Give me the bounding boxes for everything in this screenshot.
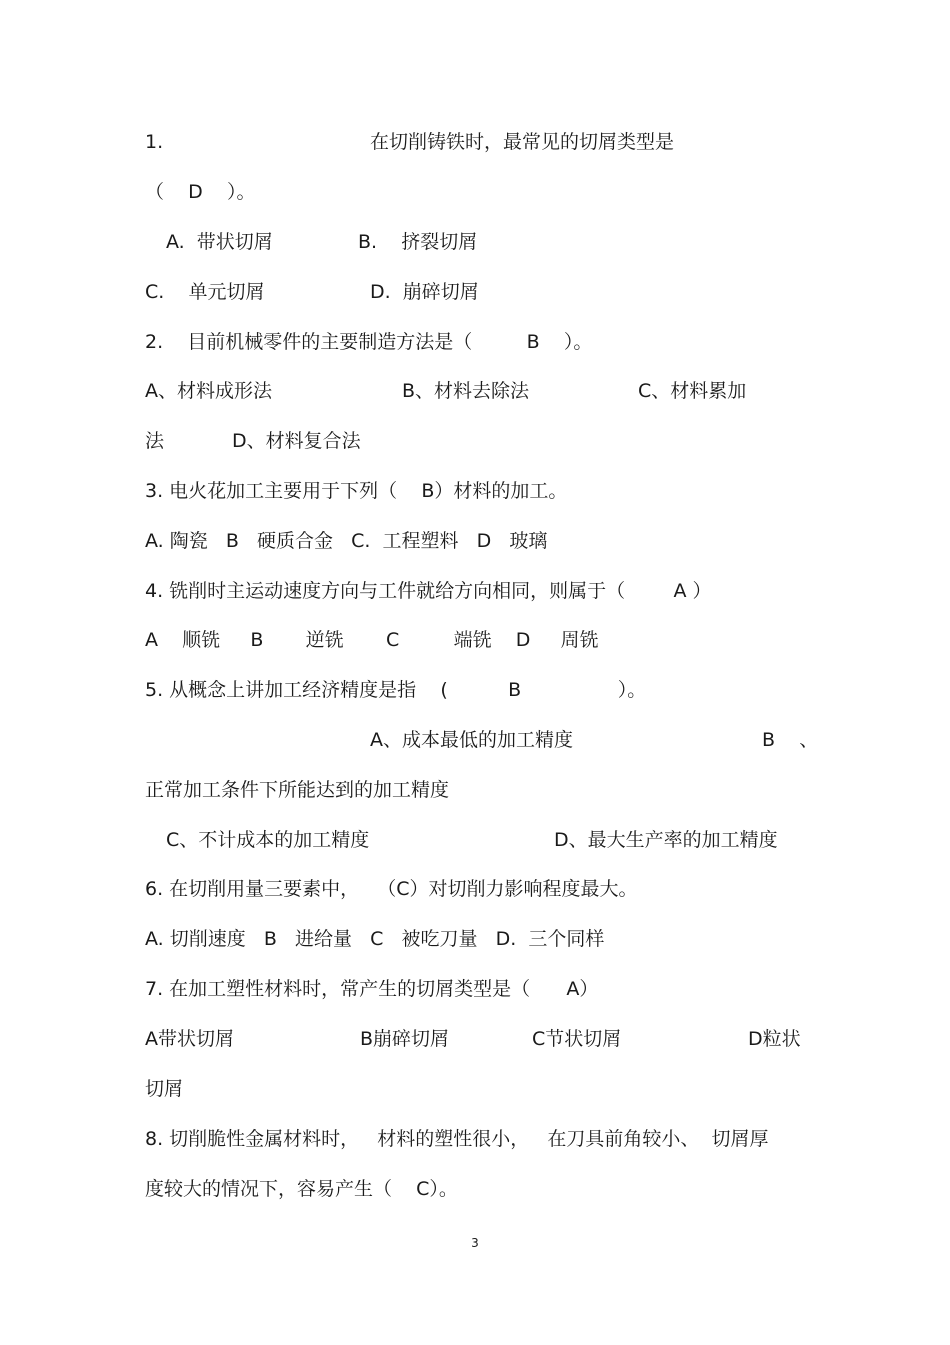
q4-options: A 顺铣 B 逆铣 C 端铣 D 周铣 bbox=[145, 629, 599, 651]
q7-stem: 7. 在加工塑性材料时，常产生的切屑类型是（ A） bbox=[145, 978, 599, 1000]
q1-answer: （ D ）。 bbox=[145, 181, 256, 203]
q8-line-2: 度较大的情况下，容易产生（ C）。 bbox=[145, 1178, 458, 1200]
q4-stem: 4. 铣削时主运动速度方向与工件就给方向相同，则属于（ A ） bbox=[145, 580, 712, 602]
q3-stem: 3. 电火花加工主要用于下列（ B）材料的加工。 bbox=[145, 480, 568, 502]
q5-option-c: C、不计成本的加工精度 bbox=[166, 829, 370, 851]
q2-option-b: B、材料去除法 bbox=[402, 380, 530, 402]
q5-option-b-text: 正常加工条件下所能达到的加工精度 bbox=[145, 779, 450, 801]
q5-stem: 5. 从概念上讲加工经济精度是指 ( B ）。 bbox=[145, 679, 647, 701]
q7-option-d: D粒状 bbox=[748, 1028, 801, 1050]
q1-stem: 在切削铸铁时，最常见的切屑类型是 bbox=[370, 131, 675, 153]
q5-option-a: A、成本最低的加工精度 bbox=[370, 729, 573, 751]
q1-option-d: D. 崩碎切屑 bbox=[370, 281, 479, 303]
q2-stem: 2. 目前机械零件的主要制造方法是（ B ）。 bbox=[145, 331, 593, 353]
q1-number: 1. bbox=[145, 131, 164, 153]
q1-option-a: A. 带状切屑 bbox=[166, 231, 273, 253]
q6-options: A. 切削速度 B 进给量 C 被吃刀量 D. 三个同样 bbox=[145, 928, 605, 950]
q2-option-c-continued: 法 bbox=[145, 430, 165, 452]
q8-line-1: 8. 切削脆性金属材料时， 材料的塑性很小， 在刀具前角较小、 切屑厚 bbox=[145, 1128, 769, 1150]
q1-option-c: C. 单元切屑 bbox=[145, 281, 265, 303]
q1-option-b: B. 挤裂切屑 bbox=[358, 231, 478, 253]
page-number: 3 bbox=[471, 1236, 479, 1250]
q7-option-b: B崩碎切屑 bbox=[360, 1028, 450, 1050]
q2-option-a: A、材料成形法 bbox=[145, 380, 272, 402]
q3-options: A. 陶瓷 B 硬质合金 C. 工程塑料 D 玻璃 bbox=[145, 530, 548, 552]
q2-option-c: C、材料累加 bbox=[638, 380, 747, 402]
q7-option-d-continued: 切屑 bbox=[145, 1078, 184, 1100]
q5-option-b: B 、 bbox=[762, 729, 819, 751]
q7-option-c: C节状切屑 bbox=[532, 1028, 622, 1050]
q7-option-a: A带状切屑 bbox=[145, 1028, 234, 1050]
q2-option-d: D、材料复合法 bbox=[232, 430, 361, 452]
q5-option-d: D、最大生产率的加工精度 bbox=[554, 829, 778, 851]
q6-stem: 6. 在切削用量三要素中， （C）对切削力影响程度最大。 bbox=[145, 878, 638, 900]
